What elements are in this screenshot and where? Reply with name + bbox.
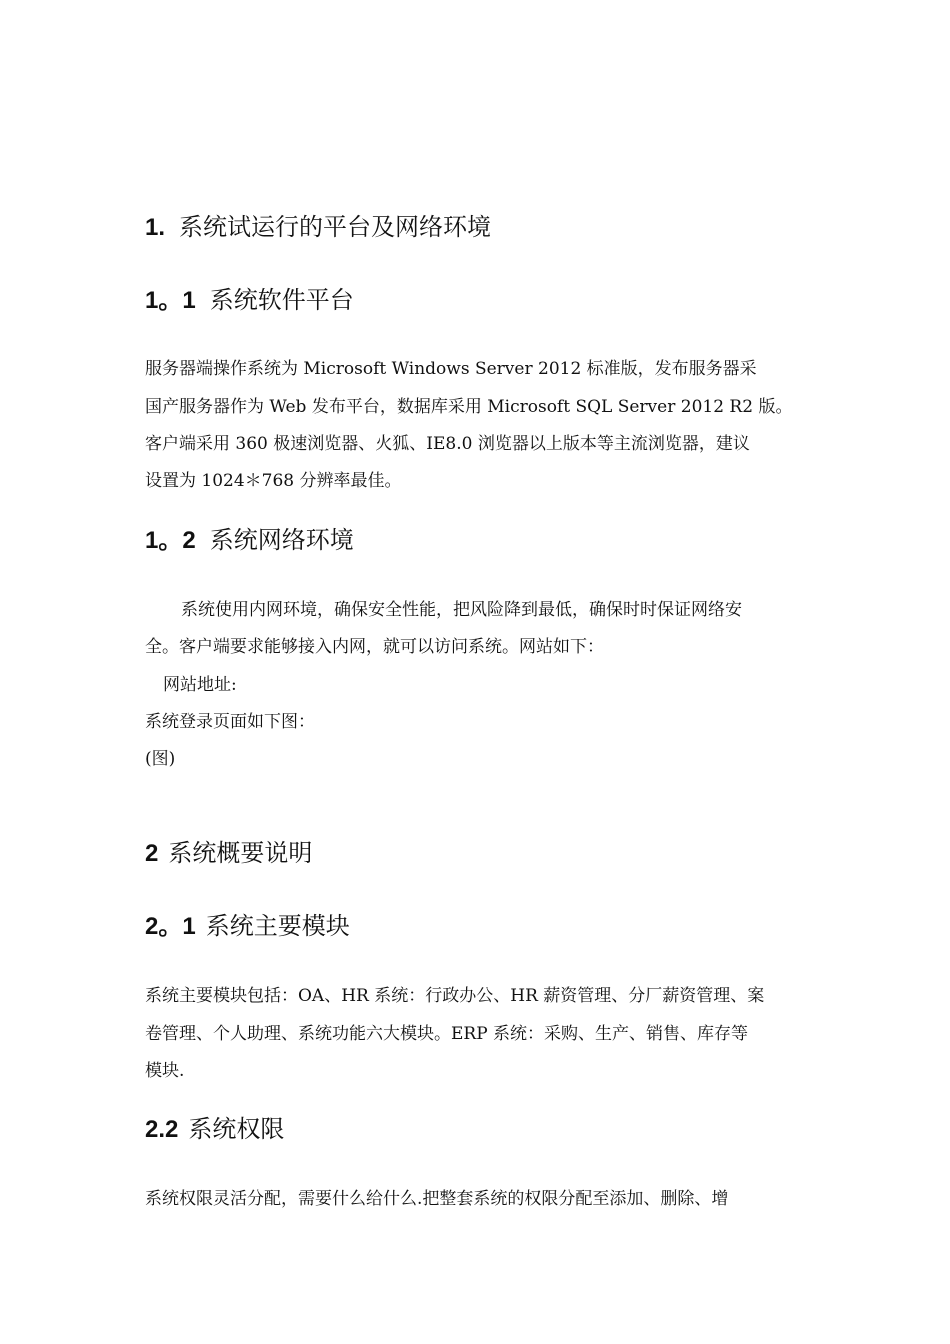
heading-title: 系统软件平台	[209, 286, 354, 314]
heading-number: 2。1	[145, 913, 196, 940]
heading-number: 2	[145, 840, 159, 867]
paragraph-line: 模块.	[145, 1061, 185, 1081]
paragraph-line: 国产服务器作为 Web 发布平台，数据库采用 Microsoft SQL Server 2012 R2 版。	[145, 397, 793, 417]
heading-number: 2.2	[145, 1116, 179, 1143]
figure-placeholder: (图)	[145, 749, 176, 769]
paragraph-line: 系统主要模块包括：OA、HR 系统：行政办公、HR 薪资管理、分厂薪资管理、案	[145, 986, 765, 1006]
heading-section-1-1	[145, 285, 354, 316]
paragraph-line: 系统使用内网环境，确保安全性能，把风险降到最低，确保时时保证网络安	[181, 600, 742, 620]
login-page-caption: 系统登录页面如下图：	[145, 712, 315, 732]
heading-title: 系统主要模块	[205, 912, 350, 940]
heading-number: 1.	[145, 214, 166, 241]
paragraph-line: 设置为 1024＊768 分辨率最佳。	[145, 471, 402, 491]
heading-title: 系统试运行的平台及网络环境	[179, 213, 492, 241]
heading-number: 1。1	[145, 287, 196, 314]
paragraph-line: 服务器端操作系统为 Microsoft Windows Server 2012 标准版，发布服务器采	[145, 359, 757, 379]
heading-section-2	[145, 838, 312, 869]
heading-section-1-2	[145, 525, 354, 556]
heading-section-2-1	[145, 911, 350, 942]
heading-title: 系统网络环境	[209, 526, 354, 554]
paragraph-line: 卷管理、个人助理、系统功能六大模块。ERP 系统：采购、生产、销售、库存等	[145, 1024, 749, 1044]
site-address-label: 网站地址:	[163, 675, 237, 695]
heading-title: 系统权限	[188, 1115, 285, 1143]
paragraph-line: 系统权限灵活分配，需要什么给什么.把整套系统的权限分配至添加、删除、增	[145, 1189, 729, 1209]
paragraph-line: 客户端采用 360 极速浏览器、火狐、IE8.0 浏览器以上版本等主流浏览器，建议	[145, 434, 750, 454]
heading-title: 系统概要说明	[168, 839, 313, 867]
heading-section-1	[145, 212, 491, 243]
paragraph-line: 全。客户端要求能够接入内网，就可以访问系统。网站如下：	[145, 637, 604, 657]
heading-number: 1。2	[145, 527, 196, 554]
heading-section-2-2	[145, 1114, 284, 1145]
